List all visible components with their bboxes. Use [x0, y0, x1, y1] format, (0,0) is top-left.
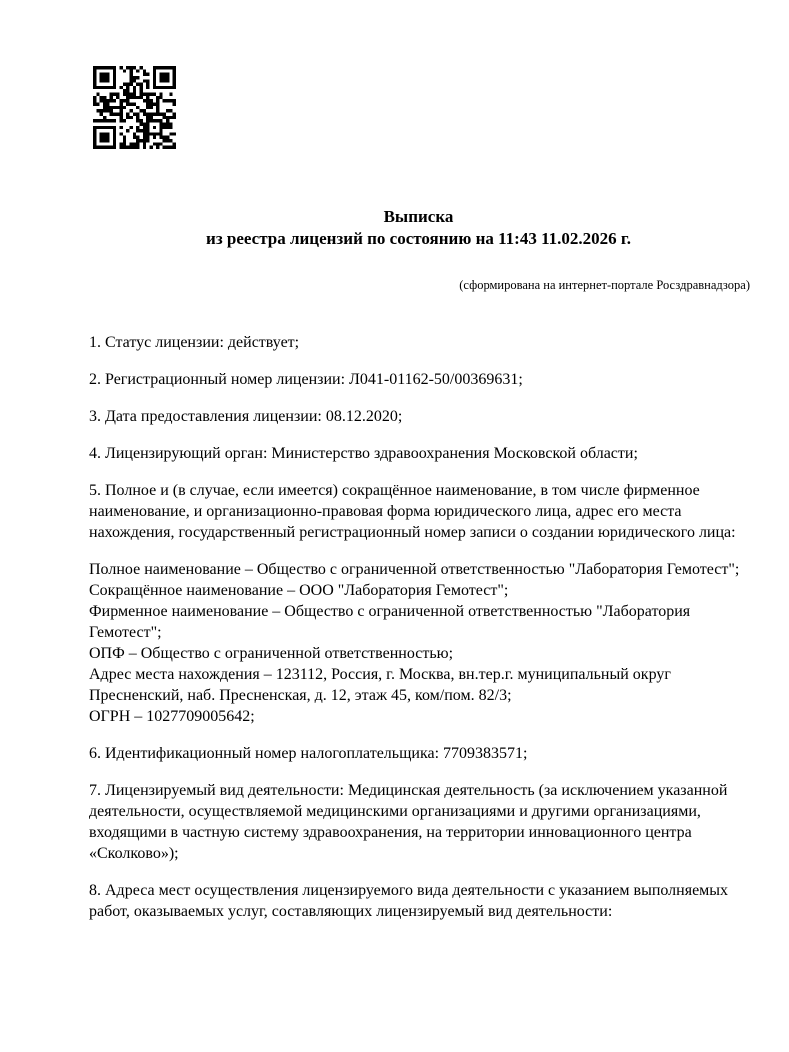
document-title [89, 206, 748, 250]
line-full-name: Полное наименование – Общество с ограниченной ответственностью "Лаборатория Гемотест"; [89, 561, 740, 578]
paragraph-licensing-authority: 4. Лицензирующий орган: Министерство здравоохранения Московской области; [89, 445, 638, 462]
paragraph-license-status: 1. Статус лицензии: действует; [89, 334, 300, 351]
paragraph-grant-date: 3. Дата предоставления лицензии: 08.12.2020; [89, 408, 403, 425]
qr-code-icon [93, 66, 176, 149]
line-address: Адрес места нахождения – 123112, Россия, г. Москва, вн.тер.г. муниципальный округ Пресненский, наб. Пресненская, д. 12, этаж 45, ком/пом. 82/3; [89, 666, 671, 704]
paragraph-names-intro: 5. Полное и (в случае, если имеется) сокращённое наименование, в том числе фирменное наименование, и организационно-правовая форма юридического лица, адрес его места нахождения, государственный регистрационный номер записи о создании юридического лица: [89, 482, 736, 541]
paragraph-organization-details [89, 559, 744, 727]
line-opf: ОПФ – Общество с ограниченной ответственностью; [89, 645, 454, 662]
paragraph-activity-addresses: 8. Адреса мест осуществления лицензируемого вида деятельности с указанием выполняемых работ, оказываемых услуг, составляющих лицензируемый вид деятельности: [89, 882, 729, 920]
document-subtitle: (сформирована на интернет-портале Росздравнадзора) [459, 278, 750, 292]
paragraph-registration-number: 2. Регистрационный номер лицензии: Л041-01162-50/00369631; [89, 371, 523, 388]
line-short-name: Сокращённое наименование – ООО "Лаборатория Гемотест"; [89, 582, 509, 599]
title-line-2: из реестра лицензий по состоянию на 11:43 11.02.2026 г. [206, 229, 631, 248]
document-body [89, 332, 744, 938]
paragraph-inn: 6. Идентификационный номер налогоплательщика: 7709383571; [89, 745, 528, 762]
line-ogrn: ОГРН – 1027709005642; [89, 708, 255, 725]
paragraph-licensed-activity: 7. Лицензируемый вид деятельности: Медицинская деятельность (за исключением указанной деятельности, осуществляемой медицинскими организациями и другими организациями, входящими в частную систему здравоохранения, на территории инновационного центра «Сколково»); [89, 782, 728, 862]
title-line-1: Выписка [383, 207, 454, 226]
line-brand-name: Фирменное наименование – Общество с ограниченной ответственностью "Лаборатория Гемотест"; [89, 603, 691, 641]
